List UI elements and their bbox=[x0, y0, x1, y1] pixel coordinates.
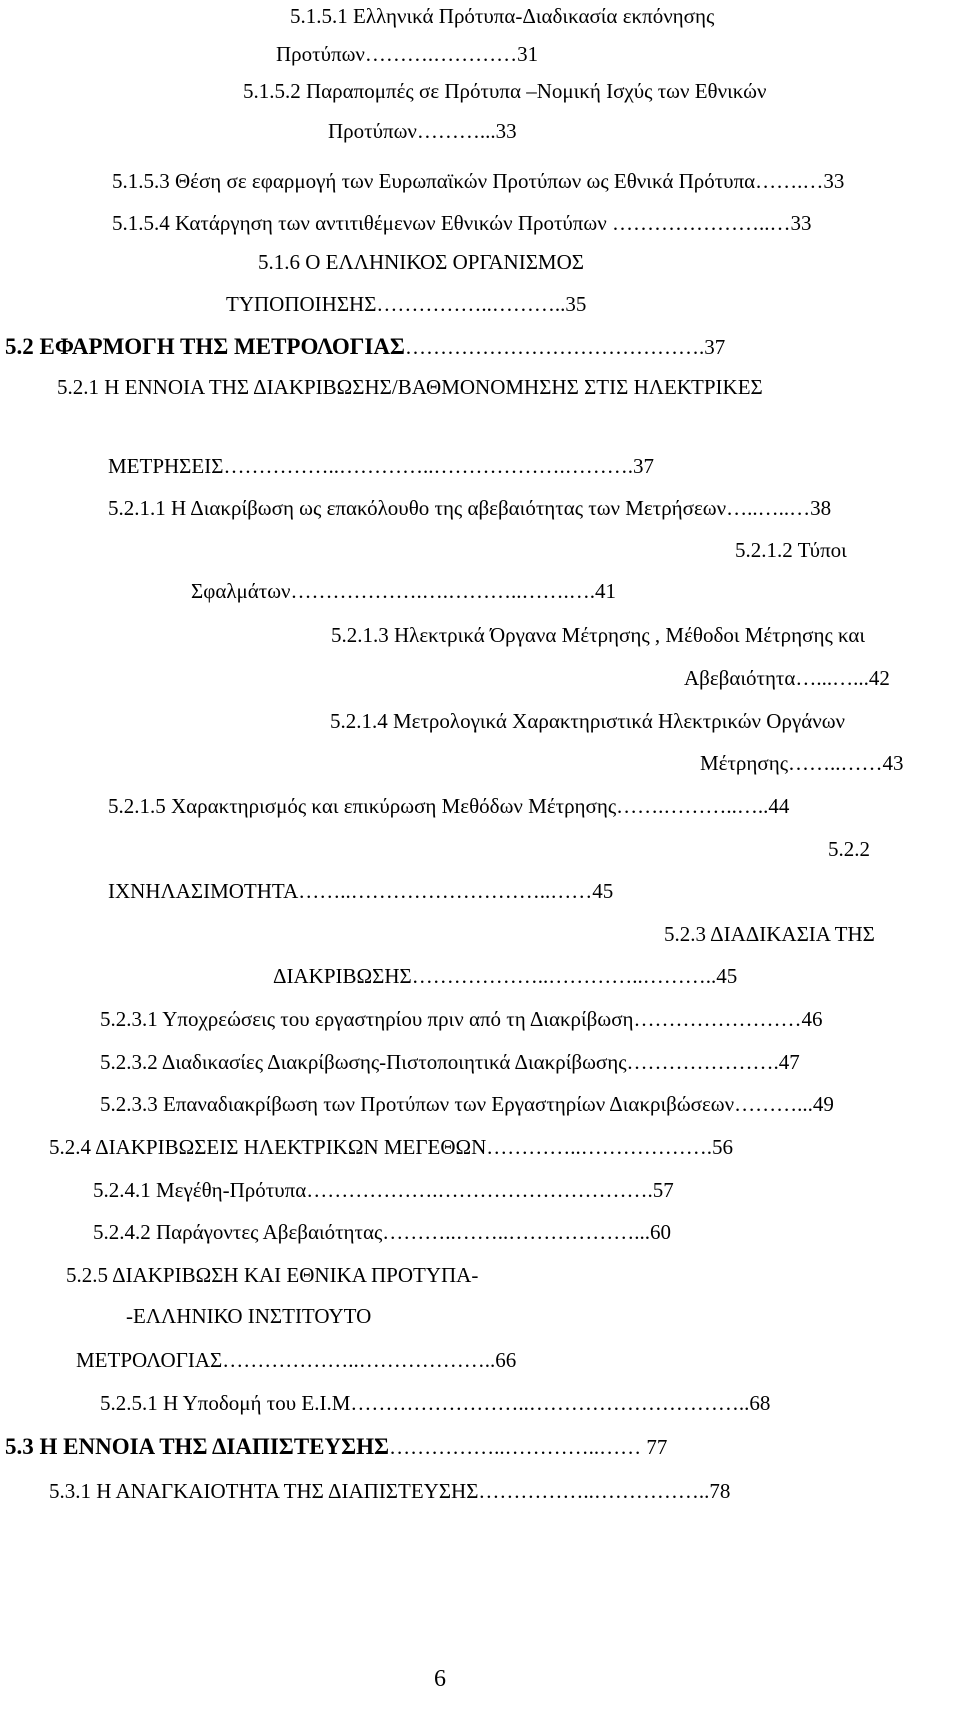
toc-line-5: 5.1.5.4 Κατάργηση των αντιτιθέμενων Εθνικών Προτύπων …………………..…33 bbox=[112, 211, 812, 235]
toc-line-26: 5.2.4 ΔΙΑΚΡΙΒΩΣΕΙΣ ΗΛΕΚΤΡΙΚΩΝ ΜΕΓΕΘΩΝ…………..……………….56 bbox=[49, 1135, 734, 1159]
toc-line-27: 5.2.4.1 Μεγέθη-Πρότυπα……………….………………………….57 bbox=[93, 1178, 674, 1202]
toc-line-33-leader: ……………..…………..…… 77 bbox=[389, 1435, 668, 1459]
toc-line-6: 5.1.6 Ο ΕΛΛΗΝΙΚΟΣ ΟΡΓΑΝΙΣΜΟΣ bbox=[258, 250, 584, 274]
toc-line-2: 5.1.5.2 Παραπομπές σε Πρότυπα –Νομική Ισχύς των Εθνικών bbox=[243, 79, 767, 103]
toc-line-31: ΜΕΤΡΟΛΟΓΙΑΣ………………..………………..66 bbox=[76, 1348, 517, 1372]
toc-line-30: -ΕΛΛΗΝΙΚΟ ΙΝΣΤΙΤΟΥΤΟ bbox=[126, 1304, 372, 1328]
toc-line-13: Σφαλμάτων……………….….………..…….….41 bbox=[191, 579, 617, 603]
toc-line-20: ΙΧΝΗΛΑΣΙΜΟΤΗΤΑ……..………………………..……45 bbox=[108, 879, 614, 903]
toc-line-28: 5.2.4.2 Παράγοντες Αβεβαιότητας………..……..………………...60 bbox=[93, 1220, 672, 1244]
toc-line-0: 5.1.5.1 Ελληνικά Πρότυπα-Διαδικασία εκπόνησης bbox=[290, 4, 715, 28]
toc-line-32: 5.2.5.1 Η Υποδομή του Ε.Ι.Μ……………………..…………………………..68 bbox=[100, 1391, 771, 1415]
toc-line-10: ΜΕΤΡΗΣΕΙΣ……………..…………..……………….……….37 bbox=[108, 454, 654, 478]
toc-line-1: Προτύπων……….…………31 bbox=[276, 42, 539, 66]
toc-line-17: Μέτρησης……..……43 bbox=[700, 751, 904, 775]
toc-line-22: ΔΙΑΚΡΙΒΩΣΗΣ………………..…………..………..45 bbox=[273, 964, 738, 988]
toc-line-18: 5.2.1.5 Χαρακτηρισμός και επικύρωση Μεθόδων Μέτρησης…….………..…..44 bbox=[108, 794, 790, 818]
toc-line-15: Αβεβαιότητα…...…...42 bbox=[684, 666, 890, 690]
toc-line-34: 5.3.1 Η ΑΝΑΓΚΑΙΟΤΗΤΑ ΤΗΣ ΔΙΑΠΙΣΤΕΥΣΗΣ……………..……………..78 bbox=[49, 1479, 731, 1503]
page-number: 6 bbox=[434, 1666, 446, 1692]
toc-line-19: 5.2.2 bbox=[828, 837, 870, 861]
toc-line-8 bbox=[5, 334, 725, 360]
toc-line-33 bbox=[5, 1434, 667, 1460]
toc-line-16: 5.2.1.4 Μετρολογικά Χαρακτηριστικά Ηλεκτρικών Οργάνων bbox=[330, 709, 846, 733]
toc-line-3: Προτύπων………...33 bbox=[328, 119, 517, 143]
toc-line-29: 5.2.5 ΔΙΑΚΡΙΒΩΣΗ ΚΑΙ ΕΘΝΙΚΑ ΠΡΟΤΥΠΑ- bbox=[66, 1263, 479, 1287]
toc-line-11: 5.2.1.1 Η Διακρίβωση ως επακόλουθο της αβεβαιότητας των Μετρήσεων…..…..…38 bbox=[108, 496, 832, 520]
toc-line-25: 5.2.3.3 Επαναδιακρίβωση των Προτύπων των Εργαστηρίων Διακριβώσεων………...49 bbox=[100, 1092, 834, 1116]
toc-line-8-title: 5.2 ΕΦΑΡΜΟΓΗ ΤΗΣ ΜΕΤΡΟΛΟΓΙΑΣ bbox=[5, 334, 405, 359]
toc-line-8-leader: …………………………………….37 bbox=[404, 335, 726, 359]
toc-line-7: ΤΥΠΟΠΟΙΗΣΗΣ……………..………..35 bbox=[226, 292, 587, 316]
toc-line-4: 5.1.5.3 Θέση σε εφαρμογή των Ευρωπαϊκών Προτύπων ως Εθνικά Πρότυπα…….…33 bbox=[112, 169, 845, 193]
toc-line-21: 5.2.3 ΔΙΑΔΙΚΑΣΙΑ ΤΗΣ bbox=[664, 922, 875, 946]
toc-line-9: 5.2.1 Η ΕΝΝΟΙΑ ΤΗΣ ΔΙΑΚΡΙΒΩΣΗΣ/ΒΑΘΜΟΝΟΜΗΣΗΣ ΣΤΙΣ ΗΛΕΚΤΡΙΚΕΣ bbox=[57, 375, 763, 399]
toc-line-23: 5.2.3.1 Υποχρεώσεις του εργαστηρίου πριν από τη Διακρίβωση……………………46 bbox=[100, 1007, 823, 1031]
toc-line-24: 5.2.3.2 Διαδικασίες Διακρίβωσης-Πιστοποιητικά Διακρίβωσης………………….47 bbox=[100, 1050, 800, 1074]
toc-line-14: 5.2.1.3 Ηλεκτρικά Όργανα Μέτρησης , Μέθοδοι Μέτρησης και bbox=[331, 623, 866, 647]
toc-line-33-title: 5.3 Η ΕΝΝΟΙΑ ΤΗΣ ΔΙΑΠΙΣΤΕΥΣΗΣ bbox=[5, 1434, 390, 1459]
toc-line-12: 5.2.1.2 Τύποι bbox=[735, 538, 847, 562]
